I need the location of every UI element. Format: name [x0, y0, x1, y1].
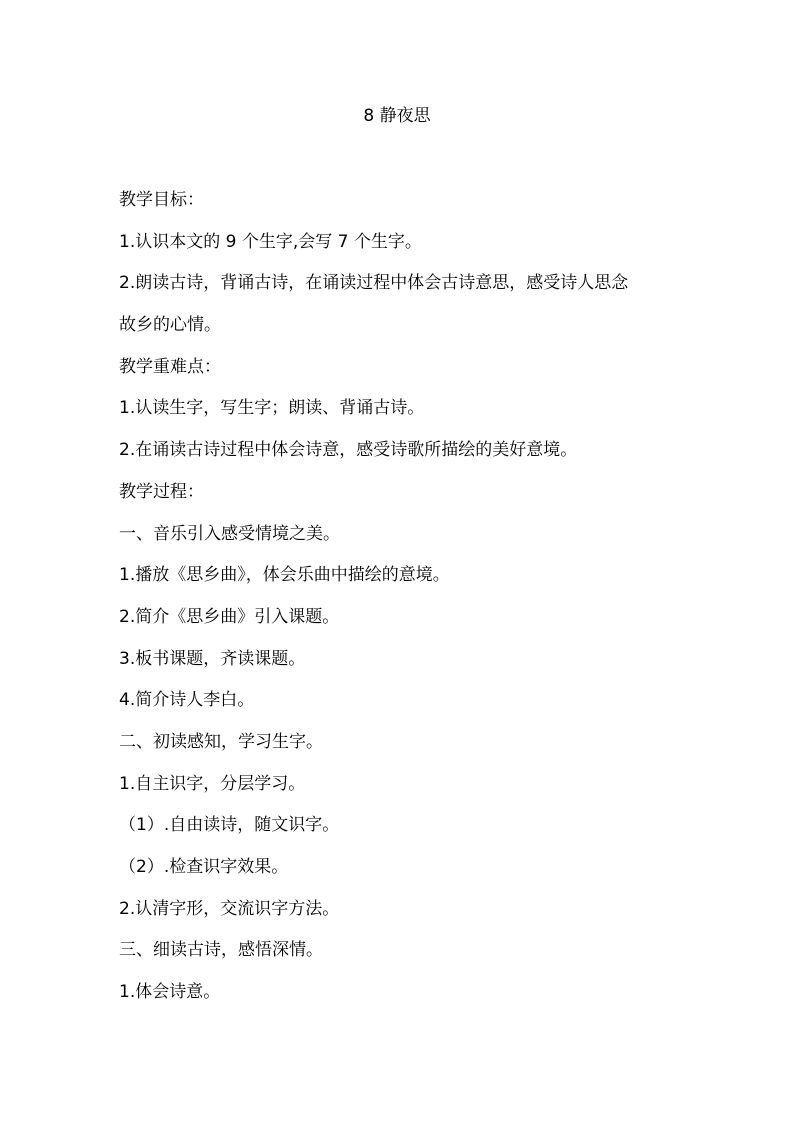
process-step-item: 3.板书课题，齐读课题。 — [119, 648, 306, 669]
process-step-heading: 三、细读古诗，感悟深情。 — [119, 940, 323, 961]
process-step-heading: 二、初读感知，学习生字。 — [119, 731, 323, 752]
section-heading-objectives: 教学目标： — [119, 190, 204, 210]
process-step-item: 4.简介诗人李白。 — [119, 690, 255, 711]
objective-item: 2.朗读古诗，背诵古诗，在诵读过程中体会古诗意思，感受诗人思念 — [119, 273, 629, 294]
document-title: 8 静夜思 — [363, 106, 431, 126]
key-point-item: 1.认读生字，写生字；朗读、背诵古诗。 — [119, 398, 425, 419]
section-heading-key-points: 教学重难点： — [119, 356, 221, 377]
process-step-item: 2.简介《思乡曲》引入课题。 — [119, 606, 340, 627]
objective-item: 1.认识本文的 9 个生字,会写 7 个生字。 — [119, 231, 422, 252]
process-step-item: 2.认清字形，交流识字方法。 — [119, 898, 340, 919]
process-step-item: 1.自主识字，分层学习。 — [119, 773, 306, 794]
process-sub-item: （2）.检查识字效果。 — [119, 857, 289, 877]
process-step-item: 1.体会诗意。 — [119, 982, 221, 1003]
process-step-item: 1.播放《思乡曲》，体会乐曲中描绘的意境。 — [119, 565, 450, 586]
section-heading-process: 教学过程： — [119, 481, 204, 502]
key-point-item: 2.在诵读古诗过程中体会诗意，感受诗歌所描绘的美好意境。 — [119, 440, 578, 461]
process-sub-item: （1）.自由读诗，随文识字。 — [119, 815, 340, 836]
process-step-heading: 一、音乐引入感受情境之美。 — [119, 523, 340, 544]
document-body — [119, 188, 689, 1022]
objective-item-continued: 故乡的心情。 — [119, 315, 221, 336]
